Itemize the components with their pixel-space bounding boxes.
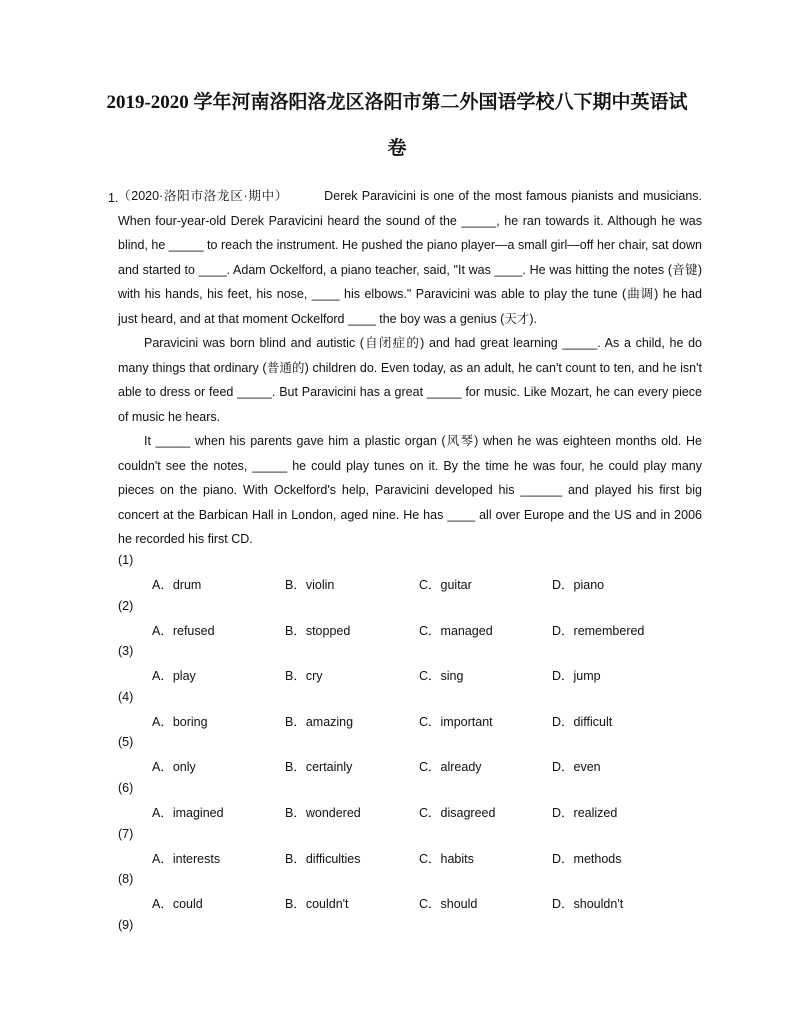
answer-option[interactable]: D．piano <box>552 578 605 592</box>
answer-option[interactable]: A．imagined <box>152 806 224 820</box>
answer-option[interactable]: A．play <box>152 669 196 684</box>
answer-option[interactable]: C．already <box>419 760 482 775</box>
question-label: (2) <box>118 598 134 613</box>
question-label: (6) <box>118 781 134 795</box>
paragraph-text: Derek Paravicini is one of the most famous pianists and musicians. When four-year-old Derek Paravicini heard the sound of the _____, he ran towards it. Although he was blind, he _____ to reach the instrument. He pushed the piano player—a small girl—off her chair, sat down and started to ____. Adam Ockelford, a piano teacher, said, "It was ____. He was hitting the notes (音键) with his hands, his feet, his nose, ____ his elbows." Paravicini was able to play the tune (曲调) he had just heard, and at that moment Ockelford ____ the boy was a genius (天才). <box>118 189 702 326</box>
answer-option[interactable]: B．violin <box>285 578 335 592</box>
answer-option[interactable]: D．methods <box>552 851 622 866</box>
question-label: (7) <box>118 826 134 841</box>
answer-option[interactable]: A．boring <box>152 714 208 729</box>
answer-option[interactable]: C．guitar <box>419 578 472 592</box>
answer-option[interactable]: C．should <box>419 897 478 912</box>
question-number: 1. <box>108 191 119 205</box>
answer-option[interactable]: D．shouldn't <box>552 897 624 912</box>
reading-passage <box>118 184 702 552</box>
answer-option[interactable]: D．even <box>552 760 601 775</box>
question-label: (9) <box>118 917 134 932</box>
answer-option[interactable]: A．could <box>152 897 203 912</box>
answer-option[interactable]: B．cry <box>285 669 323 684</box>
title-line-1: 2019-2020 学年河南洛阳洛龙区洛阳市第二外国语学校八下期中英语试 <box>106 92 688 113</box>
answer-option[interactable]: A．interests <box>152 851 221 866</box>
title-line-2: 卷 <box>387 138 407 159</box>
answer-option[interactable]: C．habits <box>419 851 474 866</box>
answer-option[interactable]: C．managed <box>419 623 493 638</box>
passage-paragraph-2: Paravicini was born blind and autistic (自闭症的) and had great learning _____. As a child, he do many things that ordinary (普通的) children do. Even today, as an adult, he can't count to ten, and he isn't able to dress or feed _____. But Paravicini has a great _____ for music. Like Mozart, he can every piece of music he hears. <box>118 336 702 424</box>
answer-option[interactable]: B．certainly <box>285 760 353 775</box>
question-label: (1) <box>118 553 134 567</box>
answer-option[interactable]: B．wondered <box>285 806 361 820</box>
answer-option[interactable]: B．stopped <box>285 623 351 638</box>
question-label: (4) <box>118 689 134 704</box>
answer-option[interactable]: D．remembered <box>552 623 645 638</box>
answer-option[interactable]: A．only <box>152 760 196 775</box>
answer-option[interactable]: D．realized <box>552 806 618 820</box>
answer-option[interactable]: B．difficulties <box>285 851 361 866</box>
answer-option[interactable]: D．difficult <box>552 714 613 729</box>
question-source: （2020·洛阳市洛龙区·期中） <box>118 189 289 203</box>
answer-option[interactable]: B．amazing <box>285 714 354 729</box>
answer-option[interactable]: C．important <box>419 714 493 729</box>
question-label: (5) <box>118 735 134 750</box>
answer-option[interactable]: C．disagreed <box>419 806 496 820</box>
document-title <box>60 80 734 172</box>
question-label: (8) <box>118 872 134 887</box>
answer-option[interactable]: B．couldn't <box>285 897 349 912</box>
answer-option[interactable]: D．jump <box>552 669 601 684</box>
answer-option[interactable]: A．refused <box>152 623 215 638</box>
passage-paragraph-1 <box>118 184 702 331</box>
answer-option[interactable]: C．sing <box>419 669 464 684</box>
question-label: (3) <box>118 644 134 659</box>
answer-option[interactable]: A．drum <box>152 578 202 592</box>
passage-paragraph-3: It _____ when his parents gave him a plastic organ (风琴) when he was eighteen months old. He couldn't see the notes, _____ he could play tunes on it. By the time he was four, he could play many pieces on the piano. With Ockelford's help, Paravicini developed his ______ and played his first big concert at the Barbican Hall in London, aged nine. He has ____ all over Europe and the US and in 2006 he recorded his first CD. <box>118 434 702 546</box>
